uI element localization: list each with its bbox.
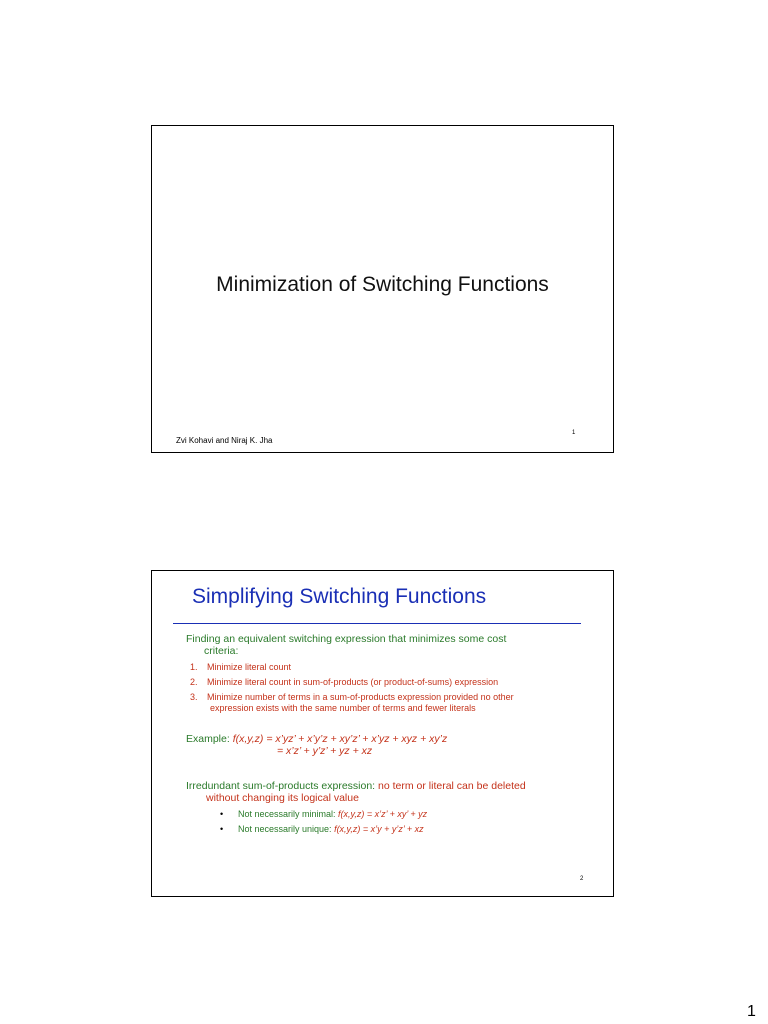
irredundant-definition <box>186 780 596 804</box>
slide-1-authors: Zvi Kohavi and Niraj K. Jha <box>176 436 273 445</box>
list-item-text: Minimize number of terms in a sum-of-products expression provided no other <box>207 692 514 702</box>
example <box>186 733 596 757</box>
example-function: f(x,y,z) <box>232 733 264 745</box>
list-item-text: Minimize literal count <box>207 662 292 672</box>
list-item-number: 3. <box>190 692 198 702</box>
list-item <box>190 692 590 714</box>
bullet-item <box>220 824 580 835</box>
list-item-text: Minimize literal count in sum-of-products (or product-of-sums) expression <box>207 677 499 687</box>
intro-line-2: criteria: <box>204 645 239 657</box>
bullet-expression: = x’y + y’z’ + xz <box>360 824 424 834</box>
example-label: Example: <box>186 733 233 745</box>
list-item-text-cont: expression exists with the same number of terms and fewer literals <box>210 703 476 713</box>
bullet-dot: • <box>220 824 224 834</box>
irredundant-def-2: without changing its logical value <box>206 792 359 804</box>
example-expression: = x’yz’ + x’y’z + xy’z’ + x’yz + xyz + xy’z <box>263 733 448 745</box>
bullet-dot: • <box>220 809 224 819</box>
bullet-expression: = x’z’ + xy’ + yz <box>364 809 428 819</box>
bullet-function: f(x,y,z) <box>334 824 361 834</box>
slide-2 <box>151 570 614 897</box>
page-number: 1 <box>747 1003 756 1020</box>
title-rule <box>173 623 581 624</box>
example-simplified: = x’z’ + y’z’ + yz + xz <box>277 745 373 757</box>
bullet-function: f(x,y,z) <box>338 809 365 819</box>
irredundant-label: Irredundant sum-of-products expression: <box>186 780 379 792</box>
list-item-number: 1. <box>190 662 198 672</box>
list-item <box>190 677 590 688</box>
bullet-label: Not necessarily minimal: <box>238 809 339 819</box>
irredundant-def-1: no term or literal can be deleted <box>378 780 526 792</box>
list-item-number: 2. <box>190 677 198 687</box>
slide-2-title: Simplifying Switching Functions <box>192 585 487 608</box>
list-item <box>190 662 590 673</box>
intro-text <box>186 633 586 657</box>
bullet-item <box>220 809 580 820</box>
slide-1-title: Minimization of Switching Functions <box>216 273 549 296</box>
intro-line-1: Finding an equivalent switching expression that minimizes some cost <box>186 633 507 645</box>
slide-2-number: 2 <box>580 876 584 882</box>
bullet-label: Not necessarily unique: <box>238 824 335 834</box>
slide-1-number: 1 <box>572 430 576 436</box>
slide-1 <box>151 125 614 453</box>
